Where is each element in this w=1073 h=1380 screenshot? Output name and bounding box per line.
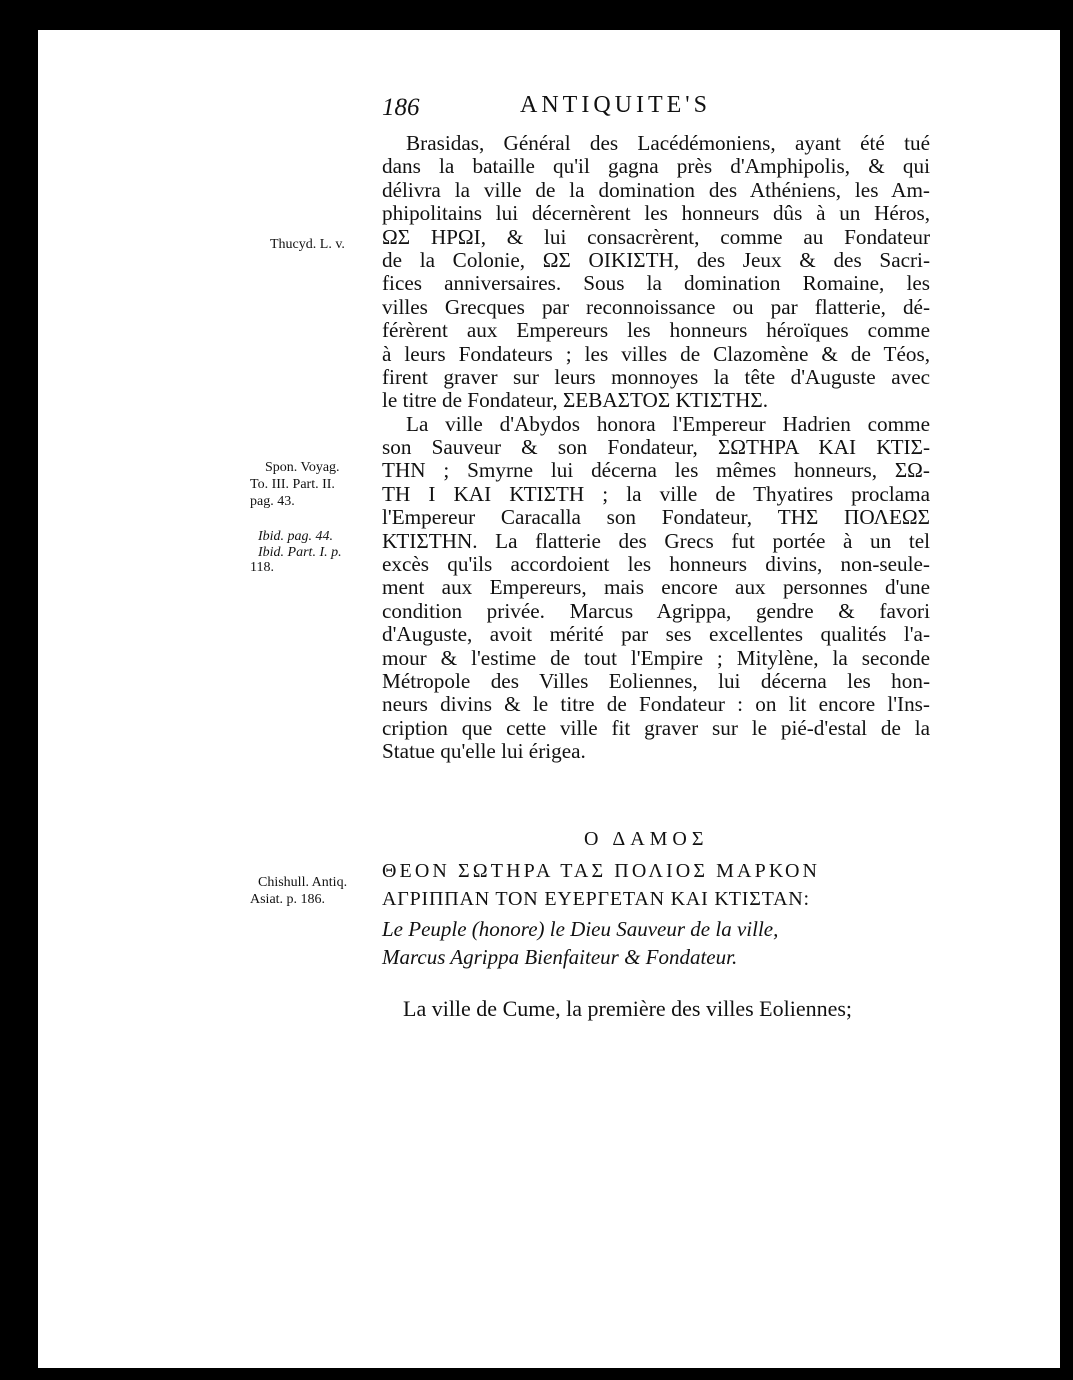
text-line: villes Grecques par reconnoissance ou par flatterie, dé-: [382, 294, 930, 319]
page-edge-left: [0, 30, 38, 1368]
text-line: condition privée. Marcus Agrippa, gendre & favori: [382, 598, 930, 623]
text-line: phipolitains lui décernèrent les honneurs dûs à un Héros,: [382, 201, 930, 226]
text-line: Brasidas, Général des Lacédémoniens, ayant été tué: [406, 131, 930, 155]
inscription-line-2: ΑΓΡΙΠΠΑΝ ΤΟΝ ΕΥΕΡΓΕΤΑΝ ΚΑΙ ΚΤΙΣΤΑΝ:: [382, 888, 810, 910]
final-line: La ville de Cume, la première des villes Eoliennes;: [403, 996, 853, 1021]
main-text: [382, 132, 930, 764]
margin-note-ibid-3: 118.: [250, 560, 274, 575]
margin-note-chishull-2: Asiat. p. 186.: [250, 892, 326, 907]
text-line: ΤΗΝ ; Smyrne lui décerna les mêmes honneurs, ΣΩ-: [382, 458, 930, 483]
text-line: ment aux Empereurs, mais encore aux personnes d'une: [382, 575, 930, 600]
inscription-line-1: ΘΕΟΝ ΣΩΤΗΡΑ ΤΑΣ ΠΟΛΙΟΣ ΜΑΡΚΟΝ: [382, 860, 821, 882]
text-line: à leurs Fondateurs ; les villes de Clazomène & de Téos,: [382, 341, 930, 366]
text-line: d'Auguste, avoit mérité par ses excellentes qualités l'a-: [382, 622, 930, 647]
text-line: Statue qu'elle lui érigea.: [382, 739, 586, 764]
text-line: férèrent aux Empereurs les honneurs héroïques comme: [382, 318, 930, 343]
running-head: ANTIQUITE'S: [520, 92, 711, 118]
margin-note-chishull-1: Chishull. Antiq.: [258, 875, 348, 890]
text-line: fices anniversaires. Sous la domination Romaine, les: [382, 271, 930, 296]
text-line: Métropole des Villes Eoliennes, lui décerna les hon-: [382, 668, 930, 693]
margin-note-spon-2: To. III. Part. II.: [250, 477, 335, 492]
text-line: l'Empereur Caracalla son Fondateur, ΤΗΣ ΠΟΛΕΩΣ: [382, 505, 930, 530]
text-line: cription que cette ville fit graver sur le pié-d'estal de la: [382, 715, 930, 740]
text-line: excès qu'ils accordoient les honneurs divins, non-seule-: [382, 552, 930, 577]
translation-line-2: Marcus Agrippa Bienfaiteur & Fondateur.: [382, 945, 738, 969]
margin-note-spon-1: Spon. Voyag.: [265, 460, 340, 475]
page-header: [348, 92, 928, 132]
text-line: de la Colonie, ΩΣ ΟΙΚΙΣΤΗ, des Jeux & des Sacri-: [382, 247, 930, 272]
text-line: son Sauveur & son Fondateur, ΣΩΤΗΡΑ ΚΑΙ ΚΤΙΣ-: [382, 435, 930, 460]
translation-line-1: Le Peuple (honore) le Dieu Sauveur de la ville,: [382, 917, 779, 941]
margin-note-thucyd: Thucyd. L. v.: [270, 237, 345, 252]
text-line: firent graver sur leurs monnoyes la tête d'Auguste avec: [382, 364, 930, 389]
inscription-heading: Ο ΔΑΜΟΣ: [584, 828, 709, 850]
margin-note-spon-3: pag. 43.: [250, 494, 295, 509]
text-line: délivra la ville de la domination des Athéniens, les Am-: [382, 177, 930, 202]
text-line: le titre de Fondateur, ΣΕΒΑΣΤΟΣ ΚΤΙΣΤΗΣ.: [382, 388, 769, 413]
text-line: ΤΗ Ι ΚΑΙ ΚΤΙΣΤΗ ; la ville de Thyatires proclama: [382, 481, 930, 506]
text-line: neurs divins & le titre de Fondateur : on lit encore l'Ins-: [382, 692, 930, 717]
margin-note-ibid-2: Ibid. Part. I. p.: [258, 545, 342, 560]
text-line: ΚΤΙΣΤΗΝ. La flatterie des Grecs fut portée à un tel: [382, 528, 930, 553]
text-line: mour & l'estime de tout l'Empire ; Mitylène, la seconde: [382, 645, 930, 670]
text-line: dans la bataille qu'il gagna près d'Amphipolis, & qui: [382, 154, 930, 179]
margin-note-ibid-1: Ibid. pag. 44.: [258, 529, 334, 544]
text-line: La ville d'Abydos honora l'Empereur Hadrien comme: [406, 411, 930, 436]
page-number: 186: [382, 94, 420, 121]
text-line: ΩΣ ΗΡΩΙ, & lui consacrèrent, comme au Fondateur: [382, 224, 930, 249]
